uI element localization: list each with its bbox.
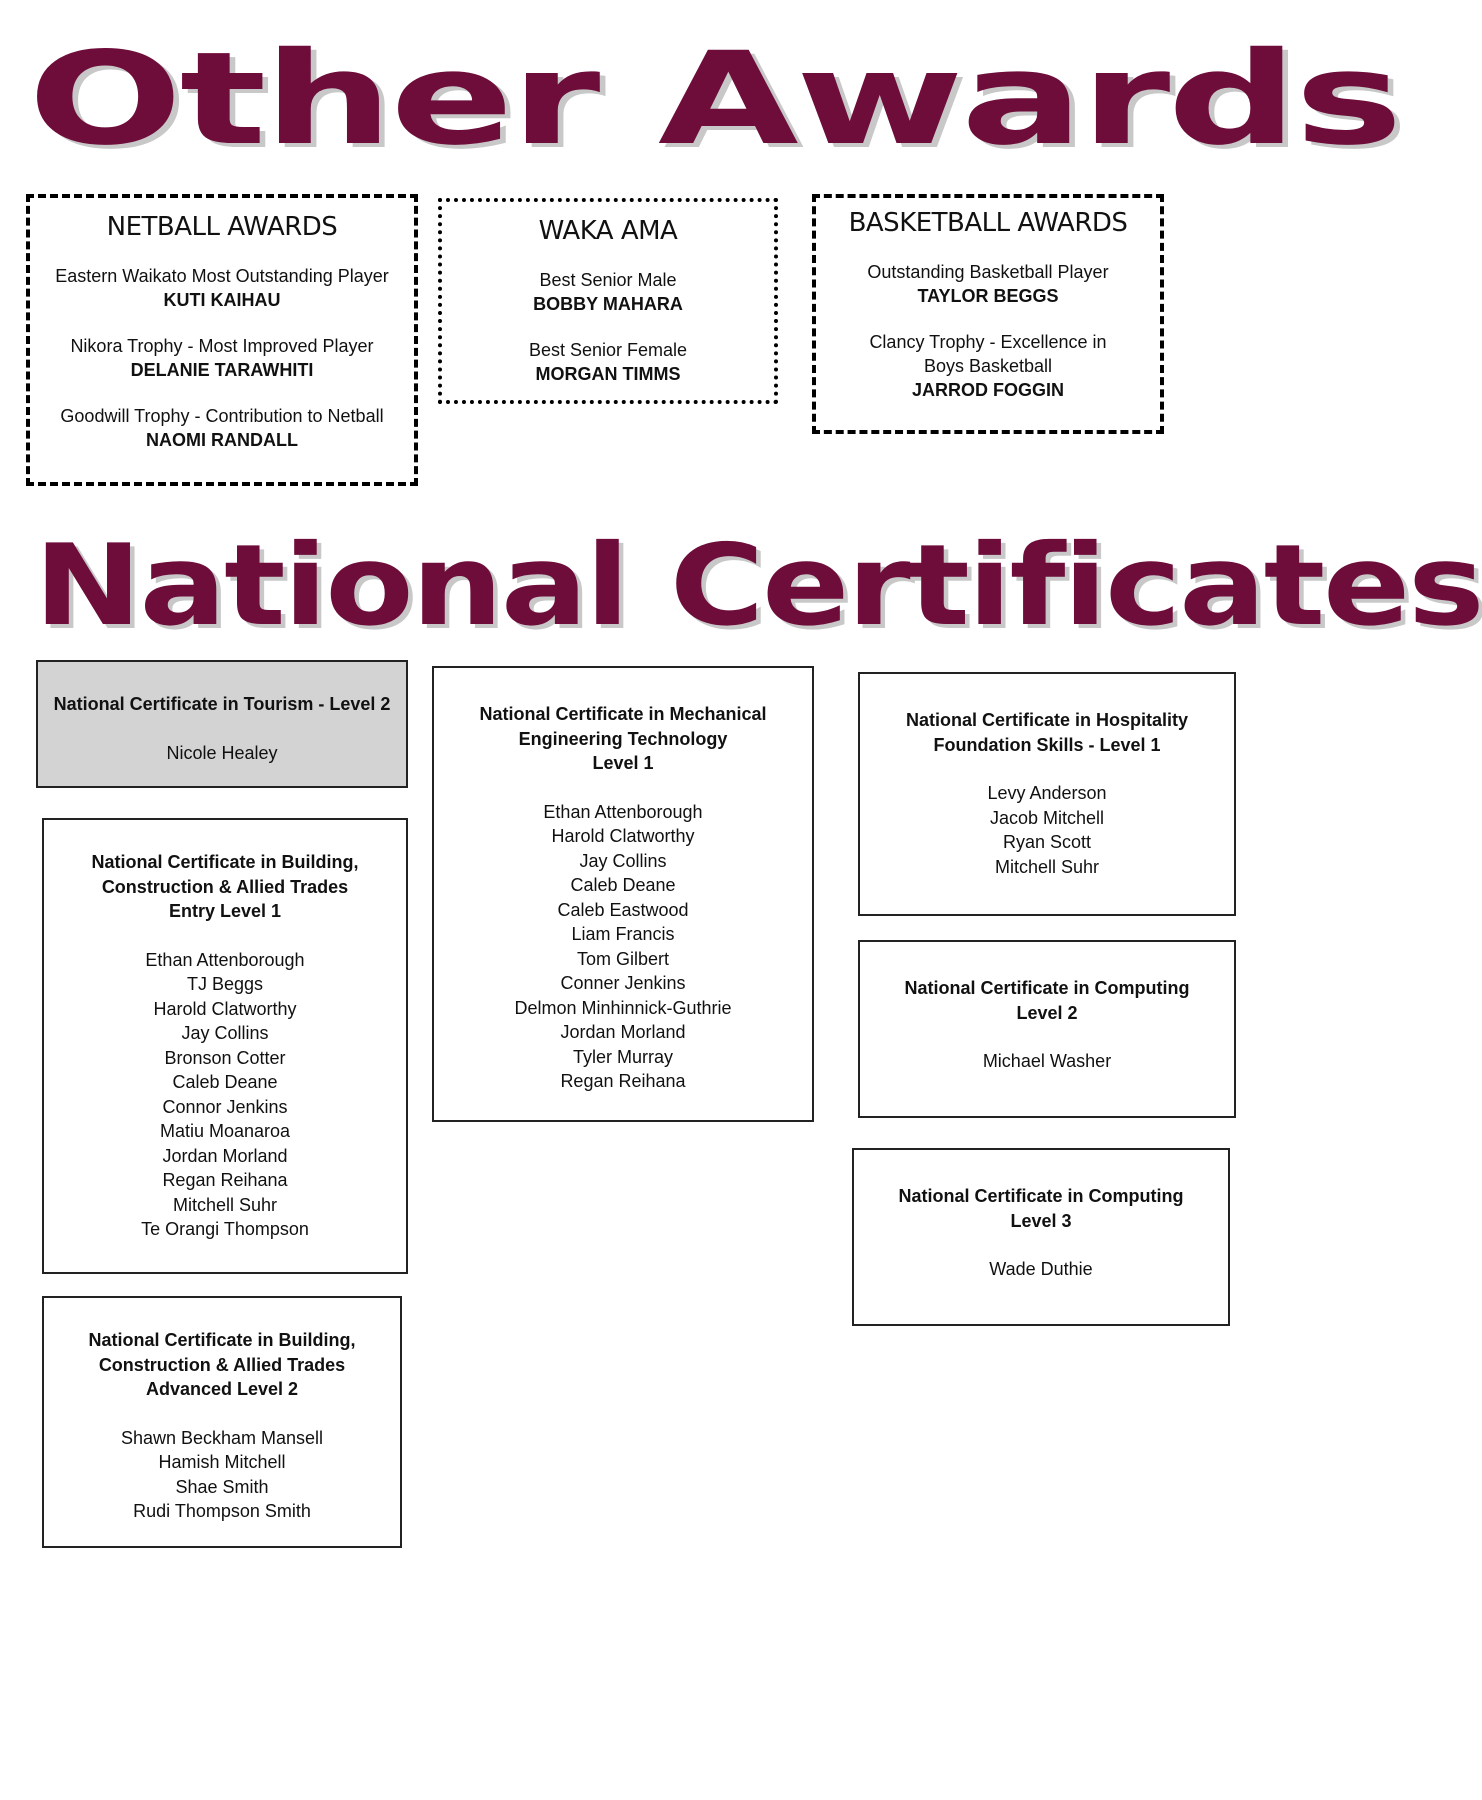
award-entry <box>442 338 774 386</box>
certificate-box-computing-level-3 <box>852 1148 1230 1326</box>
certificate-title: National Certificate in Computing Level 3 <box>898 1186 1184 1231</box>
award-recipient: MORGAN TIMMS <box>535 364 681 384</box>
award-label: Eastern Waikato Most Outstanding Player <box>55 266 389 286</box>
certificate-box-building-advanced <box>42 1296 402 1548</box>
recipient-name: Jordan Morland <box>560 1022 686 1042</box>
recipient-list <box>854 1257 1228 1282</box>
recipient-name: Te Orangi Thompson <box>141 1219 309 1239</box>
other-awards-heading: Other Awards <box>28 25 1401 174</box>
award-label: Nikora Trophy - Most Improved Player <box>70 336 374 356</box>
recipient-list <box>44 948 406 1242</box>
award-label: Best Senior Male <box>539 270 677 290</box>
award-recipient: BOBBY MAHARA <box>533 294 683 314</box>
certificate-title: National Certificate in Building, Construction & Allied Trades Advanced Level 2 <box>88 1330 356 1399</box>
recipient-name: Mitchell Suhr <box>994 856 1100 877</box>
netball-awards-box <box>26 194 418 486</box>
certificate-box-hospitality <box>858 672 1236 916</box>
award-entry <box>30 264 414 312</box>
recipient-name: Jay Collins <box>181 1023 269 1043</box>
recipient-list <box>38 741 406 766</box>
netball-awards-title: NETBALL AWARDS <box>106 212 338 242</box>
recipient-name: Bronson Cotter <box>164 1047 286 1068</box>
recipient-name: Connor Jenkins <box>162 1096 288 1117</box>
basketball-awards-title: BASKETBALL AWARDS <box>848 208 1128 238</box>
recipient-name: Delmon Minhinnick-Guthrie <box>514 997 732 1018</box>
recipient-name: Caleb Deane <box>570 875 676 895</box>
recipient-name: Regan Reihana <box>560 1071 686 1091</box>
award-label: Clancy Trophy - Excellence in Boys Basketball <box>869 332 1107 376</box>
recipient-name: Rudi Thompson Smith <box>133 1501 311 1521</box>
certificate-box-tourism <box>36 660 408 788</box>
certificate-title: National Certificate in Mechanical Engineering Technology Level 1 <box>479 704 767 773</box>
award-label: Best Senior Female <box>528 340 688 360</box>
certificate-box-building-entry <box>42 818 408 1274</box>
award-recipient: TAYLOR BEGGS <box>917 286 1059 306</box>
recipient-name: Harold Clatworthy <box>153 998 297 1019</box>
recipient-name: Michael Washer <box>982 1051 1112 1071</box>
recipient-name: Hamish Mitchell <box>158 1452 286 1472</box>
recipient-name: Ethan Attenborough <box>145 949 305 970</box>
award-recipient: DELANIE TARAWHITI <box>130 360 314 380</box>
recipient-name: Tyler Murray <box>572 1046 673 1067</box>
recipient-name: Regan Reihana <box>162 1170 288 1190</box>
recipient-name: Levy Anderson <box>987 783 1107 803</box>
certificate-box-computing-level-2 <box>858 940 1236 1118</box>
award-recipient: NAOMI RANDALL <box>146 430 298 450</box>
recipient-name: Matiu Moanaroa <box>159 1121 291 1141</box>
recipient-name: Mitchell Suhr <box>172 1194 278 1215</box>
award-entry <box>816 330 1160 402</box>
recipient-list <box>860 781 1234 879</box>
certificate-title: National Certificate in Hospitality Foundation Skills - Level 1 <box>905 710 1189 755</box>
recipient-name: Caleb Deane <box>172 1072 278 1092</box>
award-recipient: KUTI KAIHAU <box>163 290 281 310</box>
recipient-name: Shae Smith <box>175 1476 269 1497</box>
recipient-name: Nicole Healey <box>166 742 278 763</box>
waka-ama-title: WAKA AMA <box>538 216 678 246</box>
recipient-name: Jordan Morland <box>162 1145 288 1166</box>
recipient-name: Ethan Attenborough <box>543 801 703 822</box>
award-entry <box>442 268 774 316</box>
recipient-name: Harold Clatworthy <box>551 826 695 846</box>
national-certificates-heading: National Certificates <box>34 521 1482 651</box>
recipient-list <box>44 1426 400 1524</box>
recipient-name: Caleb Eastwood <box>557 899 689 920</box>
recipient-name: Ryan Scott <box>1002 832 1092 852</box>
certificate-title: National Certificate in Building, Construction & Allied Trades Entry Level 1 <box>91 852 359 921</box>
award-label: Goodwill Trophy - Contribution to Netball <box>60 406 384 426</box>
recipient-name: Liam Francis <box>571 924 675 944</box>
recipient-name: Wade Duthie <box>989 1259 1093 1279</box>
certificate-title: National Certificate in Computing Level 2 <box>904 978 1190 1023</box>
basketball-awards-box <box>812 194 1164 434</box>
award-recipient: JARROD FOGGIN <box>911 380 1064 400</box>
recipient-name: Conner Jenkins <box>560 973 686 993</box>
recipient-name: Tom Gilbert <box>576 948 670 969</box>
recipient-name: Jay Collins <box>579 850 667 871</box>
recipient-name: TJ Beggs <box>186 974 264 994</box>
recipient-list <box>434 800 812 1094</box>
award-entry <box>30 334 414 382</box>
recipient-name: Shawn Beckham Mansell <box>120 1427 324 1448</box>
award-entry <box>30 404 414 452</box>
certificate-title: National Certificate in Tourism - Level 2 <box>53 694 391 714</box>
award-entry <box>816 260 1160 308</box>
waka-ama-box <box>438 198 778 404</box>
award-label: Outstanding Basketball Player <box>867 262 1109 282</box>
certificate-box-mechanical <box>432 666 814 1122</box>
recipient-name: Jacob Mitchell <box>989 807 1105 828</box>
recipient-list <box>860 1049 1234 1074</box>
